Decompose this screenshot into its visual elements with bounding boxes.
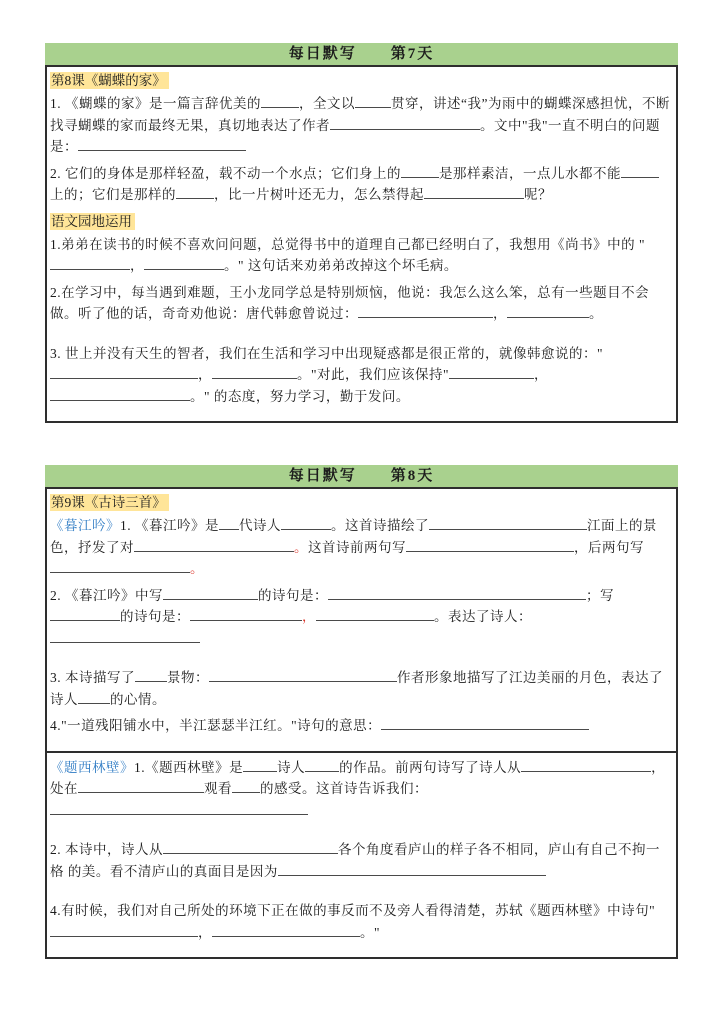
answer-blank: [429, 516, 587, 530]
question-text: 4.有时候，我们对自己所处的环境下正在做的事反而不及旁人看得清楚，苏轼《题西林壁》中诗句": [50, 903, 656, 918]
lesson-title: [50, 492, 672, 513]
question-text: 各个角度看庐山的样子各不相同，庐山有自己不拘一格 的美。看不清庐山的真面目是因为: [50, 842, 660, 879]
question-paragraph: [50, 282, 672, 325]
question-text: 作者形象地描写了江边美丽的月色，表达了诗人: [50, 670, 663, 707]
question-text: 的心情。: [110, 691, 166, 707]
question-text: 2.在学习中，每当遇到难题，王小龙同学总是特别烦恼，他说：我怎么这么笨，总有一些题目不会 做。听了他的话，奇奇劝他说：唐代韩愈曾说过：: [50, 284, 650, 321]
answer-blank: [209, 668, 397, 682]
answer-blank: [212, 365, 297, 379]
question-text: ，处在: [50, 759, 666, 796]
question-paragraph: [50, 839, 672, 882]
question-paragraph: [50, 900, 672, 943]
question-text: ，: [534, 367, 549, 382]
lesson-title-highlight: 第9课《古诗三首》: [50, 494, 169, 511]
question-text: 3. 本诗描写了: [50, 670, 135, 685]
lesson-title: [50, 70, 672, 91]
question-text: 江面上的景色，抒发了对: [50, 518, 657, 555]
question-paragraph: [50, 163, 672, 206]
answer-blank: [50, 607, 120, 621]
question-text: 3. 世上并没有天生的智者，我们在生活和学习中出现疑惑都是很正常的，就像韩愈说的：": [50, 345, 604, 361]
section-table-day7: [45, 65, 678, 423]
question-text: 2. 《暮江吟》中写: [50, 587, 163, 603]
answer-blank: [50, 365, 198, 379]
worksheet-section-day8: [45, 465, 678, 959]
answer-blank: [305, 758, 339, 772]
answer-blank: [621, 164, 659, 178]
question-text: 。": [360, 924, 381, 940]
question-text: 。这首诗描绘了: [331, 518, 429, 533]
question-text: ，: [198, 924, 212, 940]
question-text: 观看: [204, 781, 232, 796]
question-text: 上的；它们是那样的: [50, 187, 176, 202]
answer-blank: [219, 516, 239, 530]
answer-blank: [190, 607, 302, 621]
table-row: [47, 751, 676, 958]
question-text: 的诗句是：: [258, 587, 328, 603]
question-text: 2. 本诗中，诗人从: [50, 842, 163, 857]
lesson-title-highlight: 第8课《蝴蝶的家》: [50, 72, 169, 89]
answer-blank: [78, 779, 204, 793]
answer-blank: [50, 923, 198, 937]
section-header-day8: 每日默写 第8天: [45, 465, 678, 487]
lesson-title-highlight: 语文园地运用: [50, 213, 135, 230]
question-text: ，: [493, 306, 507, 321]
worksheet-section-day7: [45, 43, 678, 423]
answer-blank: [50, 256, 130, 270]
answer-blank: [212, 923, 360, 937]
answer-blank: [243, 758, 277, 772]
question-text: ，: [198, 367, 212, 382]
question-paragraph: [50, 343, 672, 408]
lesson-title: [50, 211, 672, 232]
question-text: 的作品。前两句诗写了诗人从: [339, 759, 522, 775]
answer-blank: [328, 586, 586, 600]
red-punctuation: 。: [294, 539, 308, 555]
question-text: 的感受。这首诗告诉我们：: [260, 781, 428, 796]
question-paragraph: [50, 93, 672, 158]
question-text: ，比一片树叶还无力，怎么禁得起: [214, 187, 424, 202]
answer-blank: [144, 256, 224, 270]
answer-blank: [163, 586, 258, 600]
answer-blank: [50, 629, 200, 643]
answer-blank: [358, 304, 493, 318]
question-text: ；写: [586, 587, 614, 603]
answer-blank: [134, 538, 294, 552]
question-text: 景物：: [167, 670, 209, 685]
question-paragraph: [50, 515, 672, 580]
question-text: 。"对此，我们应该保持": [297, 367, 450, 382]
answer-blank: [521, 758, 651, 772]
question-text: ，: [130, 258, 144, 273]
answer-blank: [135, 668, 167, 682]
question-text: 。: [589, 306, 603, 321]
question-text: 1.弟弟在读书的时候不喜欢问问题，总觉得书中的道理自己都已经明白了，我想用《尚书》中的 ": [50, 236, 646, 252]
table-row: [47, 67, 676, 421]
table-row: [47, 489, 676, 751]
question-text: 是那样素洁，一点儿水都不能: [439, 165, 621, 181]
question-text: 。" 这句话来劝弟弟改掉这个坏毛病。: [224, 258, 458, 273]
answer-blank: [406, 538, 574, 552]
question-text: 贯穿，讲述“我”为雨中的蝴蝶深感担忧，不断找寻蝴蝶的家而最终无果，真切地表达了作者: [50, 96, 670, 133]
answer-blank: [261, 94, 299, 108]
poem-title: 《暮江吟》: [50, 518, 120, 533]
question-text: 1.《题西林壁》是: [134, 759, 244, 775]
answer-blank: [401, 164, 439, 178]
answer-blank: [50, 801, 308, 815]
question-paragraph: [50, 667, 672, 710]
question-text: 1. 《蝴蝶的家》是一篇言辞优美的: [50, 96, 261, 111]
question-text: 。文中"我"一直不明白的问题是：: [50, 117, 661, 154]
answer-blank: [176, 185, 214, 199]
question-text: 4."一道残阳铺水中，半江瑟瑟半江红。"诗句的意思：: [50, 718, 382, 733]
question-text: 2. 它们的身体是那样轻盈，载不动一个水点；它们身上的: [50, 165, 401, 181]
answer-blank: [424, 185, 524, 199]
question-text: ，全文以: [299, 96, 355, 111]
question-text: 这首诗前两句写: [308, 539, 406, 555]
answer-blank: [316, 607, 434, 621]
answer-blank: [232, 779, 260, 793]
question-text: 。" 的态度，努力学习，勤于发问。: [190, 388, 410, 404]
answer-blank: [330, 116, 480, 130]
answer-blank: [449, 365, 534, 379]
question-paragraph: [50, 234, 672, 277]
question-paragraph: [50, 585, 672, 650]
answer-blank: [50, 387, 190, 401]
answer-blank: [381, 716, 589, 730]
question-text: 1. 《暮江吟》是: [120, 518, 219, 533]
answer-blank: [50, 559, 190, 573]
question-text: 呢？: [524, 187, 552, 202]
section-header-day7: 每日默写 第7天: [45, 43, 678, 65]
question-paragraph: [50, 757, 672, 822]
section-table-day8: [45, 487, 678, 959]
answer-blank: [355, 94, 391, 108]
answer-blank: [78, 137, 246, 151]
answer-blank: [278, 862, 546, 876]
poem-title: 《题西林壁》: [50, 759, 134, 775]
question-text: 代诗人: [239, 518, 281, 533]
answer-blank: [507, 304, 589, 318]
answer-blank: [281, 516, 331, 530]
question-text: 的诗句是：: [120, 609, 190, 624]
answer-blank: [78, 690, 110, 704]
red-punctuation: ，: [302, 609, 316, 624]
question-text: 。表达了诗人：: [434, 609, 532, 624]
question-text: ，后两句写: [574, 539, 644, 555]
red-punctuation: 。: [190, 561, 204, 576]
question-text: 诗人: [277, 759, 306, 775]
question-paragraph: [50, 715, 672, 737]
answer-blank: [163, 840, 338, 854]
